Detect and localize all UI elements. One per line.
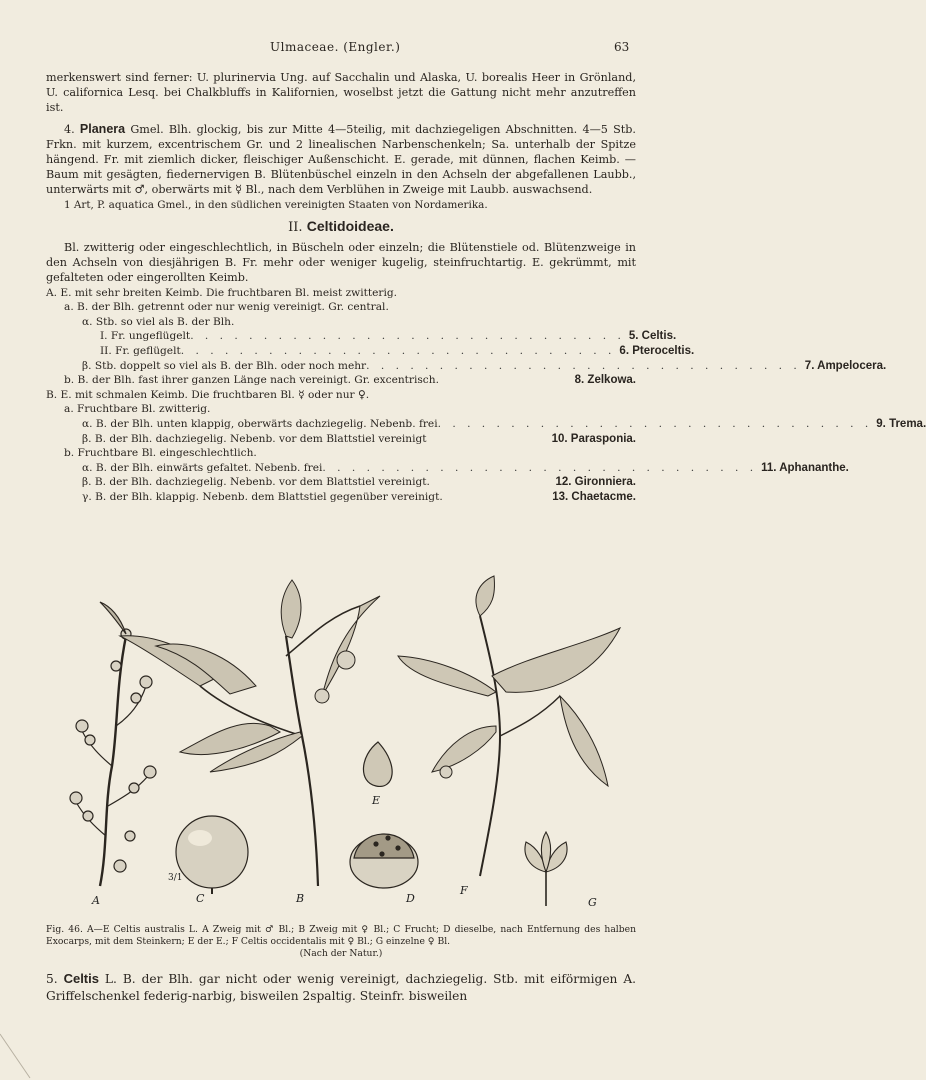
figure-b-branch xyxy=(120,580,380,886)
planera-genus: Planera xyxy=(79,121,126,136)
section-title: Celtidoideae. xyxy=(306,217,394,234)
planera-number: 4. xyxy=(64,122,75,136)
key-text: a. Fruchtbare Bl. zwitterig. xyxy=(64,403,211,416)
key-leader-dots: . . . . . . . . . . . . . . . . . . . . . . . . . . . . . . xyxy=(437,417,873,430)
key-row xyxy=(46,461,849,476)
key-row xyxy=(46,300,636,315)
key-row xyxy=(46,402,636,417)
botanical-figure xyxy=(60,576,630,916)
key-leader-dots: . . . . . . . . . . . . . . . . . . . . . . . . . . . . . . xyxy=(180,345,616,358)
key-leader-dots: . . . . . . . . . . . . . . . . . . . . . . . . . . . . . . xyxy=(322,461,758,474)
page-number: 63 xyxy=(614,40,630,54)
figure-source: (Nach der Natur.) xyxy=(299,948,383,959)
key-text: A. E. mit sehr breiten Keimb. Die fruchtbaren Bl. meist zwitterig. xyxy=(46,286,397,299)
key-row xyxy=(46,359,887,374)
planera-text: Gmel. Blh. glockig, bis zur Mitte 4—5teilig, mit dachziegeligen Abschnitten. 4—5 Stb. Frkn. mit kurzem, excentrischem Gr. und 2 linealischen Narbenschenkeln; Sa. unterhalb der Spitze hängend. Fr. mit ziemlich dicker, fleischiger Außenschicht. E. gerade, mit dünnen, flachen Keimb. — Baum mit gesägten, fiedernervigen B. Blütenbüschel einzeln in den Achseln der abgefallenen Laubb., unterwärts mit ♂, oberwärts mit ☿ Bl., nach dem Verblühen in Zweige mit Laubb. auswachsend. xyxy=(46,122,636,197)
celtis-number: 5. xyxy=(46,972,58,986)
key-row xyxy=(46,432,636,447)
key-text: α. B. der Blh. einwärts gefaltet. Nebenb. frei xyxy=(82,461,323,474)
key-genus: 13. Chaetacme. xyxy=(552,490,636,503)
key-text: b. Fruchtbare Bl. eingeschlechtlich. xyxy=(64,447,257,460)
key-genus: 5. Celtis. xyxy=(628,330,677,343)
key-text: b. B. der Blh. fast ihrer ganzen Länge nach vereinigt. Gr. excentrisch. xyxy=(64,374,439,387)
key-row xyxy=(46,315,636,330)
figure-f-branch xyxy=(398,576,620,876)
figure-label-d: D xyxy=(406,892,415,905)
key-genus: 6. Pteroceltis. xyxy=(619,345,695,358)
key-row xyxy=(46,344,695,359)
key-leader-dots: . . . . . . . . . . . . . . . . . . . . . . . . . . . . . . xyxy=(190,330,625,343)
key-genus: 8. Zelkowa. xyxy=(574,374,636,387)
key-text: β. B. der Blh. dachziegelig. Nebenb. vor dem Blattstiel vereinigt. xyxy=(82,476,430,489)
section-number: II. xyxy=(288,219,303,235)
section-heading xyxy=(46,219,636,235)
page-header xyxy=(0,40,685,58)
main-text xyxy=(46,70,926,505)
key-row xyxy=(46,490,636,505)
key-row xyxy=(46,286,636,301)
key-row xyxy=(46,446,636,461)
key-row xyxy=(46,329,677,344)
intro-paragraph: merkenswert sind ferner: U. plurinervia Ung. auf Sacchalin und Alaska, U. borealis Heer in Grönland, U. californica Lesq. bei Chalkbluffs in Kalifornien, woselbst jetzt die Gattung nicht mehr anzutreffen ist. xyxy=(46,71,636,115)
key-row xyxy=(46,417,926,432)
key-genus: 11. Aphananthe. xyxy=(761,461,849,474)
figure-caption xyxy=(46,924,636,960)
key-text: β. B. der Blh. dachziegelig. Nebenb. vor dem Blattstiel vereinigt xyxy=(82,432,427,445)
planera-paragraph xyxy=(46,122,636,198)
key-row xyxy=(46,475,636,490)
paper-mark xyxy=(0,1030,40,1080)
key-leader-dots: . . . . . . . . . . . . . . . . . . . . . . . . . . . . . . xyxy=(366,359,801,372)
key-genus: 9. Trema. xyxy=(876,417,926,430)
celtis-paragraph xyxy=(46,970,636,1005)
scale-label: 3/1 xyxy=(168,873,183,883)
key-text: B. E. mit schmalen Keimb. Die fruchtbaren Bl. ☿ oder nur ♀. xyxy=(46,388,370,401)
planera-species: 1 Art, P. aquatica Gmel., in den südlichen vereinigten Staaten von Nordamerika. xyxy=(64,198,488,211)
key-genus: 7. Ampelocera. xyxy=(804,359,887,372)
key-genus: 10. Parasponia. xyxy=(551,432,636,445)
figure-label-g: G xyxy=(588,896,597,909)
section-description: Bl. zwitterig oder eingeschlechtlich, in Büscheln oder einzeln; die Blütenstiele od. Blütenzweige in den Achseln von diesjährigen B. Fr. mehr oder weniger kugelig, steinfruchtartig. E. gekrümmt, mit gefalteten oder eingerollten Keimb. xyxy=(46,241,636,285)
celtis-text: L. B. der Blh. gar nicht oder wenig vereinigt, dachziegelig. Stb. mit eiförmigen A. Griffelschenkel federig-narbig, bisweilen 2spaltig. Steinfr. bisweilen xyxy=(46,972,636,1003)
figure-label-b: B xyxy=(296,892,305,905)
figure-g-flower xyxy=(525,832,567,906)
figure-label-a: A xyxy=(92,894,100,907)
figure-c-fruit xyxy=(176,816,248,894)
key-text: γ. B. der Blh. klappig. Nebenb. dem Blattstiel gegenüber vereinigt. xyxy=(82,490,443,503)
key-text: β. Stb. doppelt so viel als B. der Blh. oder noch mehr xyxy=(82,359,367,372)
key-text: α. B. der Blh. unten klappig, oberwärts dachziegelig. Nebenb. frei xyxy=(82,417,438,430)
figure-d-stone xyxy=(350,834,418,888)
figure-label-c: C xyxy=(196,892,205,905)
identification-key xyxy=(46,286,926,505)
figure-label-e: E xyxy=(372,794,381,807)
key-text: a. B. der Blh. getrennt oder nur wenig vereinigt. Gr. central. xyxy=(64,301,389,314)
key-row xyxy=(46,373,636,388)
key-genus: 12. Gironniera. xyxy=(555,476,636,489)
figure-label-f: F xyxy=(460,884,468,897)
key-text: II. Fr. geflügelt xyxy=(100,345,181,358)
figure-e-embryo xyxy=(363,742,392,786)
key-text: I. Fr. ungeflügelt xyxy=(100,330,191,343)
key-row xyxy=(46,388,636,403)
celtis-genus: Celtis xyxy=(63,971,99,986)
key-text: α. Stb. so viel als B. der Blh. xyxy=(82,315,235,328)
figure-caption-text: Fig. 46. A—E Celtis australis L. A Zweig mit ♂ Bl.; B Zweig mit ♀ Bl.; C Frucht; D dieselbe, nach Entfernung des halben Exocarps, mit dem Steinkern; E der E.; F Celtis occidentalis mit ♀ Bl.; G einzelne ♀ Bl. xyxy=(46,924,636,947)
running-title: Ulmaceae. (Engler.) xyxy=(270,40,401,54)
